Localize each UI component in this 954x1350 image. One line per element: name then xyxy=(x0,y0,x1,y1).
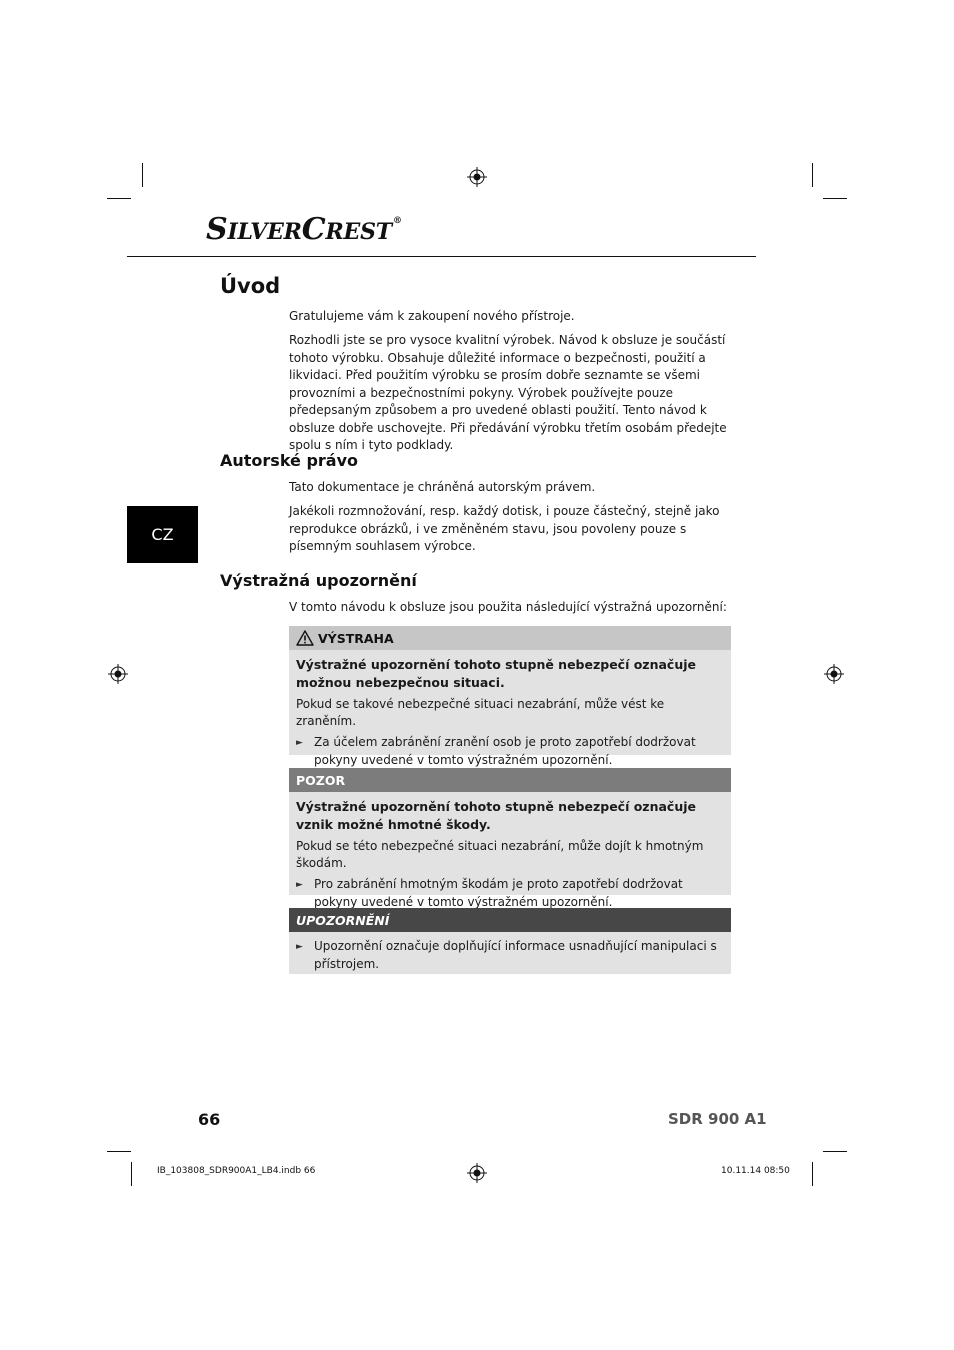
registration-mark-icon xyxy=(108,664,128,684)
warning-box-upozorneni xyxy=(289,908,731,974)
bullet-text: Za účelem zabránění zranění osob je proto zapotřebí dodržovat pokyny uvedené v tomto výstražném upozornění. xyxy=(314,735,696,767)
arrow-right-icon: ► xyxy=(296,738,303,748)
warning-strong-text: Výstražné upozornění tohoto stupně nebezpečí označuje vznik možné hmotné škody. xyxy=(296,799,696,832)
warnings-heading: Výstražná upozornění xyxy=(220,571,417,590)
list-item xyxy=(296,938,721,973)
crop-mark xyxy=(812,1162,813,1186)
warning-box-vystraha xyxy=(289,626,731,767)
logo-text: REST xyxy=(325,219,392,245)
bullet-text: Upozornění označuje doplňující informace usnadňující manipulaci s přístrojem. xyxy=(314,939,717,971)
warning-triangle-icon xyxy=(296,630,314,646)
registration-mark-icon xyxy=(824,664,844,684)
model-name: SDR 900 A1 xyxy=(668,1110,767,1128)
crop-mark xyxy=(107,1151,131,1152)
trademark-symbol: ® xyxy=(392,216,402,226)
language-tab: CZ xyxy=(127,506,198,563)
print-slug-file: IB_103808_SDR900A1_LB4.indb 66 xyxy=(157,1166,316,1176)
warning-text: Pokud se takové nebezpečné situaci nezabrání, může vést ke zraněním. xyxy=(296,697,665,728)
arrow-right-icon: ► xyxy=(296,880,303,890)
brand-logo xyxy=(206,212,402,247)
crop-mark xyxy=(131,1162,132,1186)
warning-box-header xyxy=(289,908,731,932)
warning-text: Pokud se této nebezpečné situaci nezabrání, může dojít k hmotným škodám. xyxy=(296,839,704,870)
crop-mark xyxy=(107,198,131,199)
crop-mark xyxy=(812,163,813,187)
warning-label: VÝSTRAHA xyxy=(318,630,394,646)
print-slug-date: 10.11.14 08:50 xyxy=(721,1166,790,1176)
crop-mark xyxy=(823,1151,847,1152)
crop-mark xyxy=(823,198,847,199)
warning-box-header xyxy=(289,768,731,792)
arrow-right-icon: ► xyxy=(296,942,303,952)
warning-strong-text: Výstražné upozornění tohoto stupně nebezpečí označuje možnou nebezpečnou situaci. xyxy=(296,657,696,690)
header-rule xyxy=(127,256,756,257)
bullet-text: Pro zabránění hmotným škodám je proto zapotřebí dodržovat pokyny uvedené v tomto výstražném upozornění. xyxy=(314,877,683,909)
copyright-heading: Autorské právo xyxy=(220,451,359,470)
copyright-paragraph-1: Tato dokumentace je chráněná autorským právem. xyxy=(289,480,596,494)
page-number: 66 xyxy=(198,1110,221,1129)
warnings-intro: V tomto návodu k obsluze jsou použita následující výstražná upozornění: xyxy=(289,600,727,614)
logo-letter: S xyxy=(206,212,228,247)
logo-text: ILVER xyxy=(227,219,302,245)
warning-label: POZOR xyxy=(296,772,346,788)
logo-letter: C xyxy=(301,212,326,247)
crop-mark xyxy=(142,163,143,187)
intro-paragraph-2: Rozhodli jste se pro vysoce kvalitní výrobek. Návod k obsluze je součástí tohoto výrobku. Obsahuje důležité informace o bezpečnosti, použití a likvidaci. Před použitím výrobku se prosím dobře seznamte se všemi provozními a bezpečnostními pokyny. Výrobek používejte pouze předepsaným způsobem a pro uvedené oblasti použití. Tento návod k obsluze dobře uschovejte. Při předávání výrobku třetím osobám předejte spolu s ním i tyto podklady. xyxy=(289,333,727,452)
page-title: Úvod xyxy=(220,274,281,298)
copyright-paragraph-2: Jakékoli rozmnožování, resp. každý dotisk, i pouze částečný, stejně jako reprodukce obrázků, i ve změněném stavu, jsou povoleny pouze s písemným souhlasem výrobce. xyxy=(289,504,720,553)
warning-box-pozor xyxy=(289,768,731,909)
registration-mark-icon xyxy=(467,1163,487,1183)
list-item xyxy=(296,876,721,911)
list-item xyxy=(296,734,721,769)
warning-label: UPOZORNĚNÍ xyxy=(296,912,390,928)
registration-mark-icon xyxy=(467,167,487,187)
intro-paragraph-1: Gratulujeme vám k zakoupení nového přístroje. xyxy=(289,309,575,323)
warning-box-header xyxy=(289,626,731,650)
